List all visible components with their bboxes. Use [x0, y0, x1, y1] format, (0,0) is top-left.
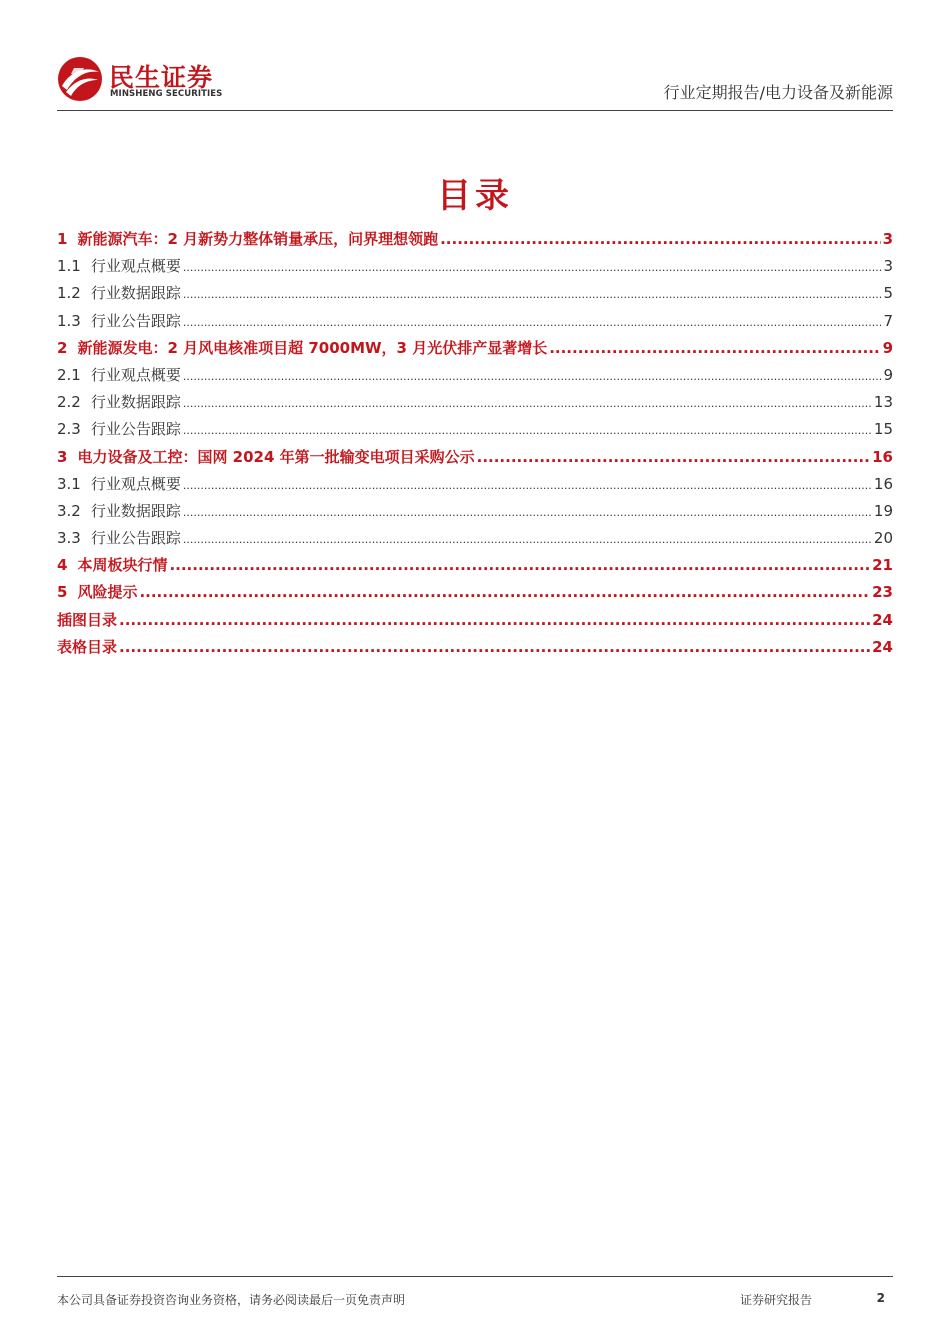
toc-entry-page: 24	[872, 637, 893, 656]
toc-dot-leader	[440, 226, 880, 253]
toc-entry-title: 行业数据跟踪	[90, 393, 181, 412]
brand-name-cn: 民生证券	[109, 63, 214, 92]
toc-entry-number: 1.1	[57, 257, 81, 276]
page-header	[57, 50, 893, 111]
toc-entry-page: 9	[882, 338, 893, 357]
toc-entry-page: 16	[873, 474, 893, 493]
toc-entry-number: 1	[57, 230, 68, 248]
toc-entry-number: 3	[57, 447, 68, 466]
page-footer	[57, 1276, 893, 1317]
toc-entry-title: 新能源发电：2 月风电核准项目超 7000MW，3 月光伏排产显著增长	[77, 338, 548, 357]
toc-entry-page: 13	[873, 393, 893, 412]
toc-entry-page: 5	[883, 284, 893, 303]
toc-entry-number: 1.2	[57, 284, 81, 303]
toc-entry[interactable]	[57, 552, 893, 579]
toc-entry[interactable]	[57, 335, 893, 362]
toc-dot-leader	[183, 280, 882, 308]
toc-dot-leader	[119, 634, 870, 661]
toc-dot-leader	[139, 579, 870, 606]
toc-entry-title: 表格目录	[57, 637, 118, 656]
toc-entry[interactable]	[57, 525, 893, 552]
toc-dot-leader	[183, 389, 872, 417]
toc-entry-title: 电力设备及工控：国网 2024 年第一批输变电项目采购公示	[77, 447, 475, 466]
toc-dot-leader	[549, 335, 880, 362]
toc-dot-leader	[477, 444, 870, 471]
toc-entry[interactable]	[57, 634, 893, 661]
toc-entry-title: 行业公告跟踪	[90, 529, 181, 548]
toc-dot-leader	[183, 416, 872, 444]
toc-entry-title: 行业公告跟踪	[90, 420, 181, 439]
toc-entry[interactable]	[57, 280, 893, 307]
toc-entry[interactable]	[57, 607, 893, 634]
toc-dot-leader	[183, 498, 872, 526]
report-type: 行业定期报告/电力设备及新能源	[663, 83, 893, 102]
toc-entry[interactable]	[57, 579, 893, 606]
toc-entry[interactable]	[57, 226, 893, 253]
page-number: 2	[876, 1291, 885, 1305]
brand-name-en: MINSHENG SECURITIES	[110, 89, 223, 99]
toc-entry-page: 24	[872, 610, 893, 629]
toc-entry-title: 新能源汽车：2 月新势力整体销量承压，问界理想领跑	[77, 230, 439, 248]
toc-entry[interactable]	[57, 471, 893, 498]
toc-entry[interactable]	[57, 498, 893, 525]
disclaimer: 本公司具备证券投资咨询业务资格，请务必阅读最后一页免责声明	[57, 1293, 406, 1307]
doc-type: 证券研究报告	[740, 1293, 813, 1307]
toc-entry-number: 5	[57, 583, 68, 602]
toc-dot-leader	[169, 552, 870, 579]
toc-entry-title: 行业数据跟踪	[90, 284, 181, 303]
toc-entry-page: 3	[882, 230, 893, 248]
toc-entry-number: 2	[57, 338, 68, 357]
toc-entry-page: 7	[883, 311, 893, 330]
toc-dot-leader	[183, 308, 882, 336]
toc-entry-page: 21	[872, 556, 893, 575]
toc-entry-title: 行业观点概要	[90, 257, 181, 276]
toc-dot-leader	[183, 471, 872, 499]
toc-entry-title: 本周板块行情	[77, 556, 168, 575]
minsheng-logo	[57, 56, 257, 104]
toc-entry[interactable]	[57, 416, 893, 443]
toc-dot-leader	[183, 525, 872, 553]
toc-entry-number: 1.3	[57, 311, 81, 330]
toc-entry[interactable]	[57, 389, 893, 416]
toc-entry-page: 15	[873, 420, 893, 439]
minsheng-emblem-icon	[57, 56, 103, 102]
toc-dot-leader	[119, 607, 870, 634]
toc-entry[interactable]	[57, 362, 893, 389]
toc-entry[interactable]	[57, 253, 893, 280]
toc-entry-number: 2.3	[57, 420, 81, 439]
toc-entry-page: 23	[872, 583, 893, 602]
toc-entry-number: 4	[57, 556, 68, 575]
toc-entry-number: 3.1	[57, 474, 81, 493]
toc-dot-leader	[183, 253, 882, 281]
toc-entry-number: 2.2	[57, 393, 81, 412]
toc-entry-page: 20	[873, 529, 893, 548]
toc-entry-page: 3	[883, 257, 893, 276]
toc-entry-title: 行业数据跟踪	[90, 501, 181, 520]
toc-entry[interactable]	[57, 444, 893, 471]
toc-entry-page: 9	[883, 365, 893, 384]
toc-entry[interactable]	[57, 308, 893, 335]
toc-entry-title: 行业观点概要	[90, 474, 181, 493]
table-of-contents	[57, 226, 893, 661]
toc-entry-title: 风险提示	[77, 583, 138, 602]
page-title: 目录	[437, 176, 513, 216]
toc-dot-leader	[183, 362, 882, 390]
toc-entry-page: 19	[873, 501, 893, 520]
toc-entry-number: 3.3	[57, 529, 81, 548]
toc-entry-title: 行业观点概要	[90, 365, 181, 384]
toc-entry-title: 插图目录	[57, 610, 118, 629]
toc-entry-number: 3.2	[57, 501, 81, 520]
toc-entry-page: 16	[872, 447, 893, 466]
toc-entry-number: 2.1	[57, 365, 81, 384]
toc-entry-title: 行业公告跟踪	[90, 311, 181, 330]
